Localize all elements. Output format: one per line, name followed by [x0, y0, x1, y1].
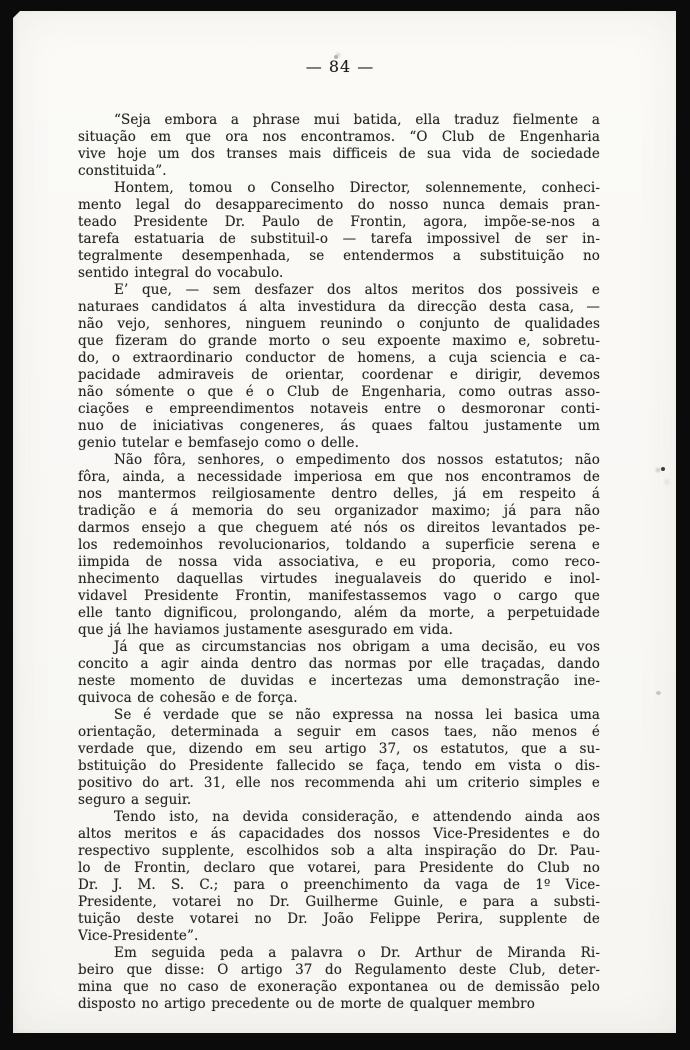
text-line: orientação, determinada a seguir em casos taes, não menos é: [78, 724, 600, 740]
text-line: altos meritos e ás capacidades dos nossos Vice-Presidentes e do: [78, 826, 600, 842]
text-line: tradição e á memoria do seu organizador maximo; já para não: [78, 503, 600, 519]
text-line: quivoca de cohesão e de força.: [78, 690, 298, 706]
page-number: — 84 —: [305, 57, 375, 76]
ink-speck: [656, 691, 661, 695]
text-line: não sómente o que é o Club de Engenharia, como outras asso-: [78, 384, 600, 400]
text-line: Tendo isto, na devida consideração, e attendendo ainda aos: [114, 809, 600, 825]
text-line: elle tanto dignificou, prolongando, além da morte, a perpetuidade: [78, 605, 600, 621]
text-line: situação em que ora nos encontramos. “O Club de Engenharia: [78, 129, 600, 145]
text-line: disposto no artigo precedente ou de morte de qualquer membro: [78, 996, 535, 1012]
text-line: concito a agir ainda dentro das normas por elle traçadas, dando: [78, 656, 600, 672]
text-line: “Seja embora a phrase mui batida, ella traduz fielmente a: [114, 112, 600, 128]
text-line: tegralmente desempenhada, se entendermos a substituição no: [78, 248, 600, 264]
text-line: não vejo, senhores, ninguem reunindo o conjunto de qualidades: [78, 316, 600, 332]
ink-speck: [661, 467, 665, 471]
text-line: beiro que disse: O artigo 37 do Regulamento deste Club, deter-: [78, 962, 600, 978]
text-line: ciações e empreendimentos notaveis entre o desmoronar conti-: [78, 401, 600, 417]
text-line: bstituição do Presidente fallecido se faça, tendo em vista o dis-: [78, 758, 600, 774]
text-line: que já lhe haviamos justamente asesgurado em vida.: [78, 622, 453, 638]
text-line: naturaes candidatos á alta investidura da direcção desta casa, —: [78, 299, 600, 315]
text-line: nuo de iniciativas congeneres, ás quaes faltou justamente um: [78, 418, 600, 434]
text-line: nhecimento daquellas virtudes inegualaveis do querido e inol-: [78, 571, 600, 587]
text-line: darmos ensejo a que cheguem até nós os direitos levantados pe-: [78, 520, 600, 536]
text-line: vive hoje um dos transes mais difficeis de sua vida de sociedade: [78, 146, 600, 162]
text-line: iimpida de nossa vida associativa, e eu proporia, como reco-: [78, 554, 600, 570]
text-line: Já que as circumstancias nos obrigam a uma decisão, eu vos: [114, 639, 600, 655]
text-line: Se é verdade que se não expressa na nossa lei basica uma: [114, 707, 600, 723]
text-line: tuição deste votarei no Dr. João Felippe Perira, supplente de: [78, 911, 600, 927]
book-page: [13, 11, 676, 1033]
text-line: teado Presidente Dr. Paulo de Frontin, agora, impõe-se-nos a: [78, 214, 600, 230]
text-line: mento legal do desapparecimento do nosso nunca demais pran-: [78, 197, 600, 213]
text-line: genio tutelar e bemfasejo como o delle.: [78, 435, 359, 451]
text-line: Hontem, tomou o Conselho Director, solennemente, conheci-: [114, 180, 600, 196]
text-block: [78, 112, 600, 1013]
text-line: sentido integral do vocabulo.: [78, 265, 284, 281]
text-line: do, o extraordinario conductor de homens, a cuja sciencia e ca-: [78, 350, 600, 366]
text-line: Dr. J. M. S. C.; para o preenchimento da vaga de 1º Vice-: [78, 877, 600, 893]
text-line: seguro a seguir.: [78, 792, 192, 808]
text-line: Em seguida peda a palavra o Dr. Arthur de Miranda Ri-: [114, 945, 600, 961]
text-line: mina que no caso de exoneração expontanea ou de demissão pelo: [78, 979, 600, 995]
text-line: E’ que, — sem desfazer dos altos meritos dos possiveis e: [114, 282, 600, 298]
text-line: tarefa estatuaria de substituil-o — tarefa impossivel de ser in-: [78, 231, 600, 247]
text-line: que fizeram do grande morto o seu expoente maximo e, sobretu-: [78, 333, 600, 349]
text-line: positivo do art. 31, elle nos recommenda ahi um criterio simples e: [78, 775, 600, 791]
text-line: respectivo supplente, escolhidos sob a alta inspiração do Dr. Pau-: [78, 843, 600, 859]
text-line: nos mantermos reilgiosamente dentro delles, já em respeito á: [78, 486, 600, 502]
text-line: neste momento de duvidas e incertezas uma demonstração ine-: [78, 673, 600, 689]
text-line: Presidente, votarei no Dr. Guilherme Guinle, e para a substi-: [78, 894, 600, 910]
text-line: pacidade admiraveis de orientar, coordenar e dirigir, devemos: [78, 367, 600, 383]
text-line: Vice-Presidente”.: [78, 928, 199, 944]
text-line: verdade que, dizendo em seu artigo 37, os estatutos, que a su-: [78, 741, 600, 757]
text-line: Não fôra, senhores, o empedimento dos nossos estatutos; não: [114, 452, 600, 468]
scan-corner-artifact: [13, 11, 20, 18]
text-line: lo de Frontin, declaro que votarei, para Presidente do Club no: [78, 860, 600, 876]
text-line: fôra, ainda, a necessidade imperiosa em que nos encontramos de: [78, 469, 600, 485]
text-line: constituida”.: [78, 163, 167, 179]
text-line: vidavel Presidente Frontin, manifestassemos vago o cargo que: [78, 588, 600, 604]
text-line: los redemoinhos revolucionarios, toldando a superficie serena e: [78, 537, 600, 553]
